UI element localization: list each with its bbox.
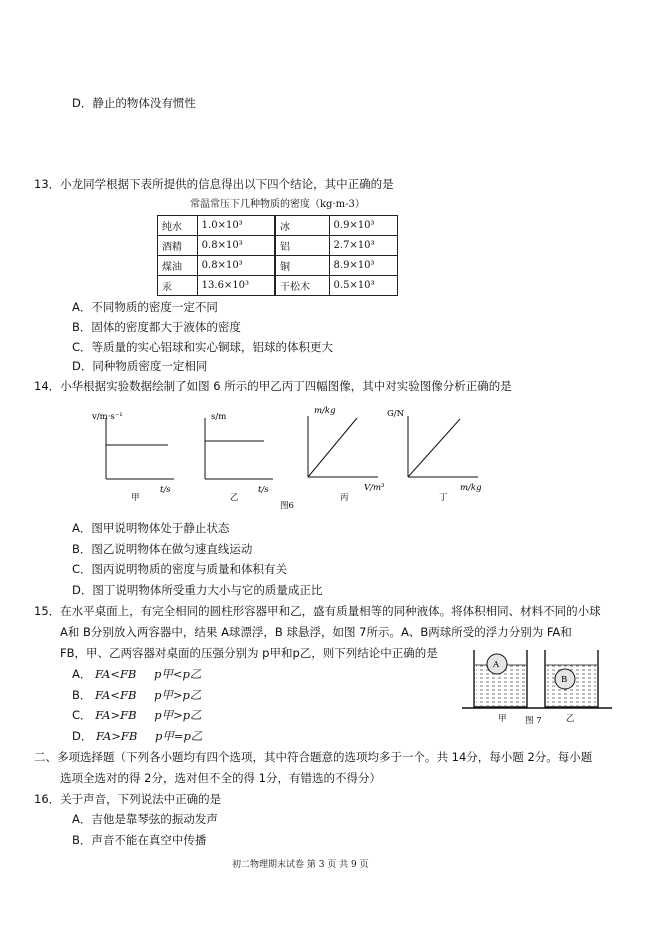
figure-7-label: 图 7 — [525, 716, 542, 726]
option-letter: D． — [72, 729, 93, 743]
graph-bing — [308, 406, 385, 503]
graph-ding-xlabel: m/kg — [460, 483, 482, 493]
q13-option-b: B．固体的密度都大于液体的密度 — [72, 320, 241, 334]
container-yi-label: 乙 — [566, 714, 575, 724]
substance-name: 干松木 — [275, 276, 329, 296]
q14-option-d: D．图丁说明物体所受重力大小与它的质量成正比 — [72, 583, 323, 597]
graph-yi-ylabel: s/m — [211, 412, 227, 422]
pressure-relation: p甲=p乙 — [155, 729, 203, 743]
q15-option-a — [72, 667, 201, 681]
density-table — [157, 215, 398, 296]
pressure-relation: p甲>p乙 — [154, 688, 202, 702]
substance-name: 汞 — [158, 276, 198, 296]
graph-jia — [91, 412, 174, 503]
graph-yi — [205, 412, 273, 503]
graph-ding — [387, 409, 482, 503]
q12-option-d: D．静止的物体没有惯性 — [72, 96, 196, 110]
graph-yi-xlabel: t/s — [258, 485, 269, 495]
density-value: 2.7×10³ — [329, 236, 397, 256]
density-value: 8.9×10³ — [329, 256, 397, 276]
container-jia-label: 甲 — [498, 714, 507, 724]
option-letter: B． — [72, 688, 92, 702]
option-letter: C． — [72, 708, 92, 722]
graph-ding-ylabel: G/N — [387, 409, 405, 419]
figure-6-graphs — [92, 404, 516, 512]
q14-option-b: B．图乙说明物体在做匀速直线运动 — [72, 542, 253, 556]
graph-bing-name: 丙 — [340, 493, 349, 503]
density-value: 0.8×10³ — [197, 256, 275, 276]
table-row — [158, 276, 398, 296]
graph-bing-xlabel: V/m³ — [364, 483, 385, 493]
substance-name: 纯水 — [158, 216, 198, 236]
pressure-relation: p甲>p乙 — [154, 708, 202, 722]
graph-jia-xlabel: t/s — [160, 485, 171, 495]
q16-option-b: B．声音不能在真空中传播 — [72, 833, 207, 847]
force-relation: FA<FB — [95, 667, 137, 681]
ball-b-label: B — [561, 675, 568, 685]
q13-table-caption: 常温常压下几种物质的密度（kg·m-3） — [190, 199, 365, 210]
graph-jia-ylabel: v/m·s⁻¹ — [92, 412, 123, 422]
q16-option-a: A．吉他是靠琴弦的振动发声 — [72, 812, 218, 826]
figure-7-containers — [462, 648, 612, 728]
table-row — [158, 236, 398, 256]
force-relation: FA>FB — [95, 708, 137, 722]
ball-a-label: A — [493, 660, 500, 670]
table-row — [158, 256, 398, 276]
q16-stem: 16．关于声音，下列说法中正确的是 — [34, 792, 222, 806]
q13-option-d: D．同种物质密度一定相同 — [72, 359, 208, 373]
page-footer: 初二物理期末试卷 第 3 页 共 9 页 — [232, 860, 369, 870]
q13-option-c: C．等质量的实心铝球和实心铜球，铝球的体积更大 — [72, 340, 334, 354]
density-value: 13.6×10³ — [197, 276, 275, 296]
section2-heading-line2: 选项全选对的得 2分，选对但不全的得 1分，有错选的不得分） — [60, 771, 381, 785]
q15-line2: A和 B分别放入两容器中，结果 A球漂浮，B 球悬浮，如图 7所示。A、B两球所受的浮力分别为 FA和 — [60, 625, 572, 639]
q15-option-b — [72, 688, 201, 702]
density-value: 0.5×10³ — [329, 276, 397, 296]
q15-line3: FB，甲、乙两容器对桌面的压强分别为 p甲和p乙，则下列结论中正确的是 — [60, 646, 438, 660]
density-value: 1.0×10³ — [197, 216, 275, 236]
figure-6-label: 图6 — [280, 501, 294, 511]
table-row — [158, 216, 398, 236]
substance-name: 冰 — [275, 216, 329, 236]
substance-name: 酒精 — [158, 236, 198, 256]
force-relation: FA>FB — [96, 729, 138, 743]
substance-name: 煤油 — [158, 256, 198, 276]
substance-name: 铜 — [275, 256, 329, 276]
q13-stem: 13．小龙同学根据下表所提供的信息得出以下四个结论，其中正确的是 — [34, 177, 394, 191]
section2-heading-line1: 二、多项选择题（下列各小题均有四个选项，其中符合题意的选项均多于一个。共 14分，每小题 2分。每小题 — [34, 750, 593, 764]
graph-jia-name: 甲 — [131, 493, 140, 503]
q15-option-c — [72, 708, 202, 722]
q14-option-a: A．图甲说明物体处于静止状态 — [72, 521, 230, 535]
q15-line1: 15．在水平桌面上，有完全相同的圆柱形容器甲和乙，盛有质量相等的同种液体。将体积相同、材料不同的小球 — [34, 604, 601, 618]
graph-ding-name: 丁 — [439, 493, 448, 503]
option-letter: A． — [72, 667, 92, 681]
force-relation: FA<FB — [95, 688, 137, 702]
q14-stem: 14．小华根据实验数据绘制了如图 6 所示的甲乙丙丁四幅图像，其中对实验图像分析正确的是 — [34, 379, 512, 393]
graph-yi-name: 乙 — [230, 493, 239, 503]
density-value: 0.8×10³ — [197, 236, 275, 256]
q15-option-d — [72, 729, 202, 743]
substance-name: 铝 — [275, 236, 329, 256]
q13-option-a: A．不同物质的密度一定不同 — [72, 300, 218, 314]
density-value: 0.9×10³ — [329, 216, 397, 236]
graph-bing-ylabel: m/kg — [314, 406, 336, 416]
q14-option-c: C．图丙说明物质的密度与质量和体积有关 — [72, 562, 288, 576]
pressure-relation: p甲<p乙 — [154, 667, 202, 681]
